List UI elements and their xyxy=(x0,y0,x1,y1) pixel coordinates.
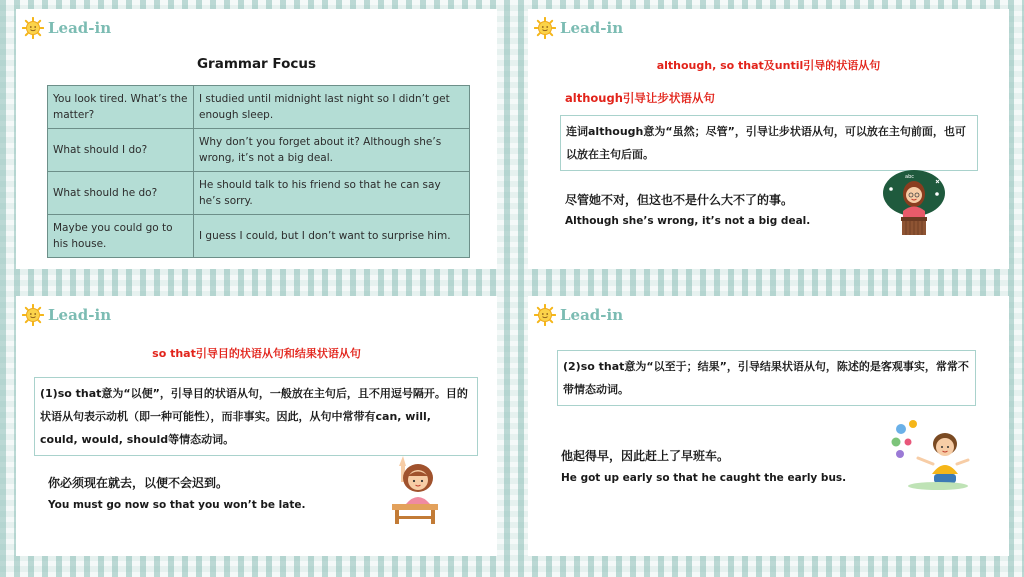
table-row xyxy=(48,215,470,258)
sun-icon xyxy=(22,17,44,39)
lead-in-label: Lead-in xyxy=(48,306,112,324)
boy-juggling-illustration xyxy=(888,420,974,496)
slide-subheading: although引导让步状语从句 xyxy=(565,91,715,105)
slide-heading: although, so that及until引导的状语从句 xyxy=(656,59,881,72)
sun-icon xyxy=(22,304,44,326)
girl-raising-hand-illustration xyxy=(384,454,446,526)
table-cell: I guess I could, but I don’t want to surprise him. xyxy=(194,215,470,258)
teacher-illustration xyxy=(878,167,950,237)
sun-icon xyxy=(534,304,556,326)
explanation-box: (2)so that意为“以至于；结果”，引导结果状语从句，陈述的是客观事实，常常不带情态动词。 xyxy=(557,350,976,406)
example-chinese: 他起得早，因此赶上了早班车。 xyxy=(561,449,730,463)
slide-grammar-focus xyxy=(16,9,497,269)
lead-in-label: Lead-in xyxy=(48,19,112,37)
grammar-focus-title: Grammar Focus xyxy=(196,56,317,72)
table-cell: Why don’t you forget about it? Although she’s wrong, it’s not a big deal. xyxy=(194,129,470,172)
grammar-table xyxy=(47,85,470,258)
table-cell: I studied until midnight last night so I didn’t get enough sleep. xyxy=(194,86,470,129)
example-english: Although she’s wrong, it’s not a big deal. xyxy=(565,215,811,227)
lead-in-header xyxy=(22,303,111,327)
svg-text:abc: abc xyxy=(905,174,914,180)
lead-in-header xyxy=(22,16,111,40)
table-row xyxy=(48,86,470,129)
table-cell: What should he do? xyxy=(48,172,194,215)
table-cell: He should talk to his friend so that he can say he’s sorry. xyxy=(194,172,470,215)
lead-in-label: Lead-in xyxy=(560,306,624,324)
table-cell: Maybe you could go to his house. xyxy=(48,215,194,258)
table-row xyxy=(48,129,470,172)
example-chinese: 你必须现在就去，以便不会迟到。 xyxy=(48,476,229,490)
slide-so-that-result xyxy=(528,296,1009,556)
example-english: He got up early so that he caught the early bus. xyxy=(561,472,847,484)
lead-in-header xyxy=(534,303,623,327)
lead-in-header xyxy=(534,16,623,40)
explanation-box: (1)so that意为“以便”，引导目的状语从句，一般放在主句后，且不用逗号隔开。目的状语从句表示动机（即一种可能性），而非事实。因此，从句中常带有can, will, could, would, should等情态动词。 xyxy=(34,377,478,456)
table-cell: What should I do? xyxy=(48,129,194,172)
table-cell: You look tired. What’s the matter? xyxy=(48,86,194,129)
table-row xyxy=(48,172,470,215)
slide-heading: so that引导目的状语从句和结果状语从句 xyxy=(152,347,361,360)
explanation-box: 连词although意为“虽然；尽管”，引导让步状语从句，可以放在主句前面，也可以放在主句后面。 xyxy=(560,115,978,171)
slide-so-that-purpose xyxy=(16,296,497,556)
slide-although xyxy=(528,9,1009,269)
sun-icon xyxy=(534,17,556,39)
example-chinese: 尽管她不对，但这也不是什么大不了的事。 xyxy=(565,193,794,207)
lead-in-label: Lead-in xyxy=(560,19,624,37)
example-english: You must go now so that you won’t be late. xyxy=(48,499,306,511)
